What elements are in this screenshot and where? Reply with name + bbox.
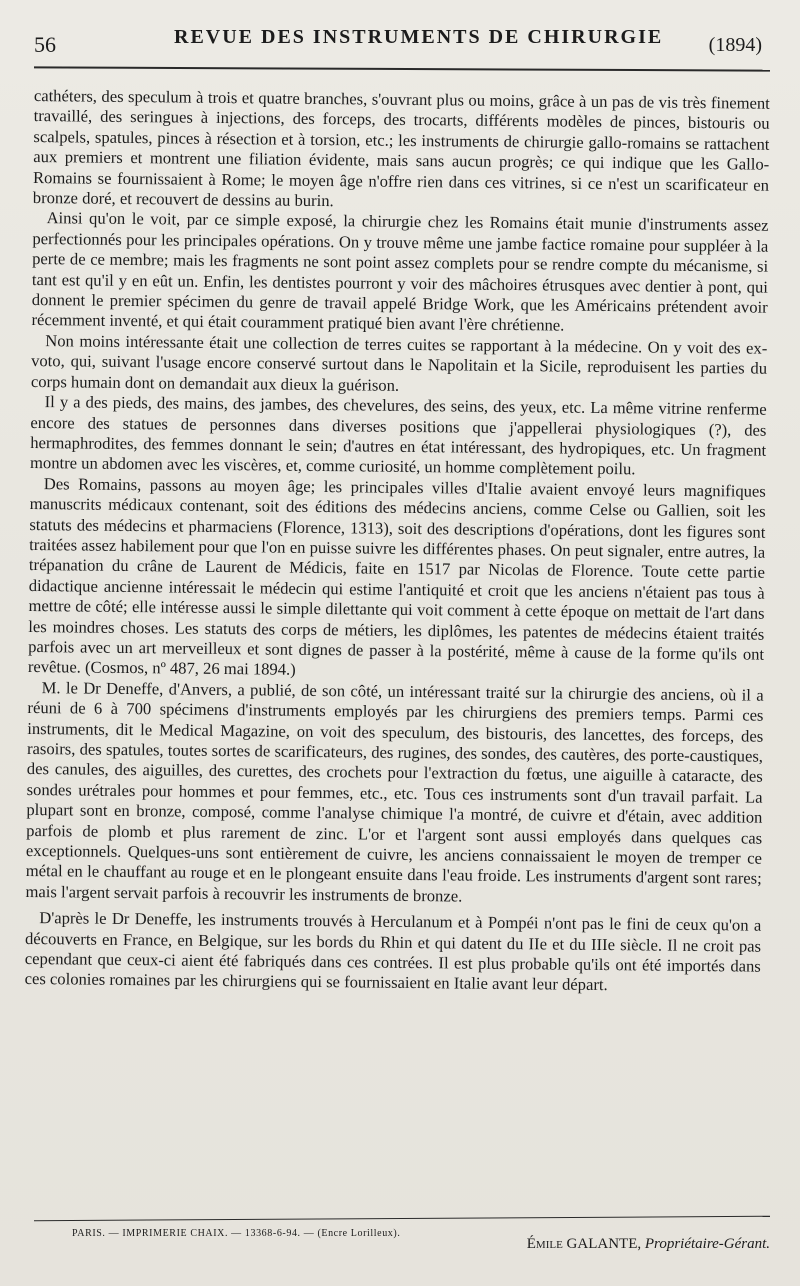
publisher-signature [527,1236,770,1253]
paragraph-2: Ainsi qu'on le voit, par ce simple exposé, la chirurgie chez les Romains était munie d'instruments assez perfectionnés pour les principales opérations. On y trouve même une jambe factice romaine pour suppléer à la perte de ce membre; mais les fragments ne sont point assez complets pour se rendre compte du mécanisme, si tant est qu'il y en eût un. Enfin, les dentistes pourront y voir des mâchoires étrusques avec dentier à pont, qui donnent le premier spécimen du genre de travail appelé Bridge Work, que les Américains prétendent avoir récemment inventé, et qui était couramment pratiqué bien avant l'ère chrétienne. [31,208,769,336]
header-rule [34,66,770,71]
journal-title: REVUE DES INSTRUMENTS DE CHIRURGIE [174,26,664,48]
footer-rule [34,1216,770,1221]
paragraph-3: Non moins intéressante était une collection de terres cuites se rapportant à la médecine. On y voit des ex-voto, qui, suivant l'usage encore conservé surtout dans le Napolitain et la Sicile, reproduisent les parties du corps humain dont on demandait aux dieux la guérison. [30,331,768,395]
paragraph-5: Des Romains, passons au moyen âge; les principales villes d'Italie avaient envoyé leurs magnifiques manuscrits médicaux contenant, soit des éditions des médecins anciens, comme Celse ou Gallien, soit les statuts des médecins et pharmaciens (Florence, 1313), soit des descriptions d'opérations, dont les figures sont traitées assez habilement pour que l'on en puisse suivre les différentes phases. On peut signaler, entre autres, la trépanation du crâne de Laurent de Médicis, faite en 1517 par Nicolas de Florence. Toute cette partie didactique ancienne intéressait le médecin qui estime l'antiquité et croit que les anciens n'étaient pas tous à mettre de côté; elle intéresse aussi le simple dilettante qui voit comment à cette époque on mettait de l'art dans les moindres choses. Les statuts des corps de métiers, les diplômes, les patentes de médecins étaient traités parfois avec un art merveilleux et sont dignes de passer à la postérité, même à cause de la forme qu'ils ont revêtue. (Cosmos, nº 487, 26 mai 1894.) [27,473,766,680]
article-body [25,86,770,998]
paragraph-4: Il y a des pieds, des mains, des jambes, des chevelures, des seins, des yeux, etc. La même vitrine renferme encore des statues de personnes dans diverses positions que j'appellerai physiologiques (?), des hermaphrodites, des femmes donnant le sein; d'autres en état intéressant, des hydropiques, etc. Un fragment montre un abdomen avec les viscères, et, comme curiosité, un homme complètement poilu. [29,392,767,479]
manager-name: Émile GALANTE, [526,1236,642,1252]
page-number: 56 [34,32,56,57]
running-header [34,22,770,66]
paragraph-1: cathéters, des speculum à trois et quatre branches, s'ouvrant plus ou moins, grâce à un pas de vis très finement travaillé, des seringues à injections, des forceps, des trocarts, différents modèles de pinces, bistouris ou scalpels, spatules, pinces à résection et à torsion, etc.; les instruments de chirurgie gallo-romains se rattachent aux premiers et montrent une filiation évidente, mais sans aucun progrès; ce qui indique que les Gallo-Romains se fournissaient à Rome; le moyen âge n'offre rien dans ces vitrines, si ce n'est un scarificateur en bronze doré, et recouvert de dessins au burin. [32,86,770,211]
publication-year: (1894) [708,34,762,56]
paragraph-6: M. le Dr Deneffe, d'Anvers, a publié, de son côté, un intéressant traité sur la chirurgie des anciens, où il a réuni de 6 à 700 spécimens d'instruments employés par les chirurgiens des premiers temps. Parmi ces instruments, dit le Medical Magazine, on voit des speculum, des bistouris, des lancettes, des forceps, des rasoirs, des spatules, toutes sortes de scarificateurs, des rugines, des sondes, des cautères, des porte-caustiques, des canules, des aiguilles, des curettes, des crochets pour l'extraction du fœtus, une aiguille à cataracte, des sondes urétrales pour hommes et pour femmes, etc., etc. Tous ces instruments sont d'un travail parfait. La plupart sont en bronze, composé, comme l'analyse chimique l'a montré, de cuivre et d'étain, avec addition parfois de plomb et plus rarement de zinc. L'or et l'argent sont aussi employés dans quelques cas exceptionnels. Quelques-uns sont entièrement de cuivre, les anciens connaissaient le moyen de tremper ce métal en le chauffant au rouge et en le plongeant ensuite dans l'eau froide. Les instruments d'argent sont rares; mais l'argent servait parfois à recouvrir les instruments de bronze. [25,677,764,906]
printer-imprint: PARIS. — IMPRIMERIE CHAIX. — 13368-6-94. — (Encre Lorilleux). [72,1228,401,1239]
manager-role: Propriétaire-Gérant. [644,1236,770,1252]
paragraph-7: D'après le Dr Deneffe, les instruments trouvés à Herculanum et à Pompéi n'ont pas le fini de ceux qu'on a découverts en France, en Belgique, sur les bords du Rhin et qui datent du IIe et du IIIe siècle. Il ne croit pas cependant que ceux-ci aient été fabriqués dans ces contrées. Il est plus probable qu'ils ont été importés dans ces colonies romaines par les chirurgiens qui se fournissaient en Italie avant leur départ. [24,908,762,995]
